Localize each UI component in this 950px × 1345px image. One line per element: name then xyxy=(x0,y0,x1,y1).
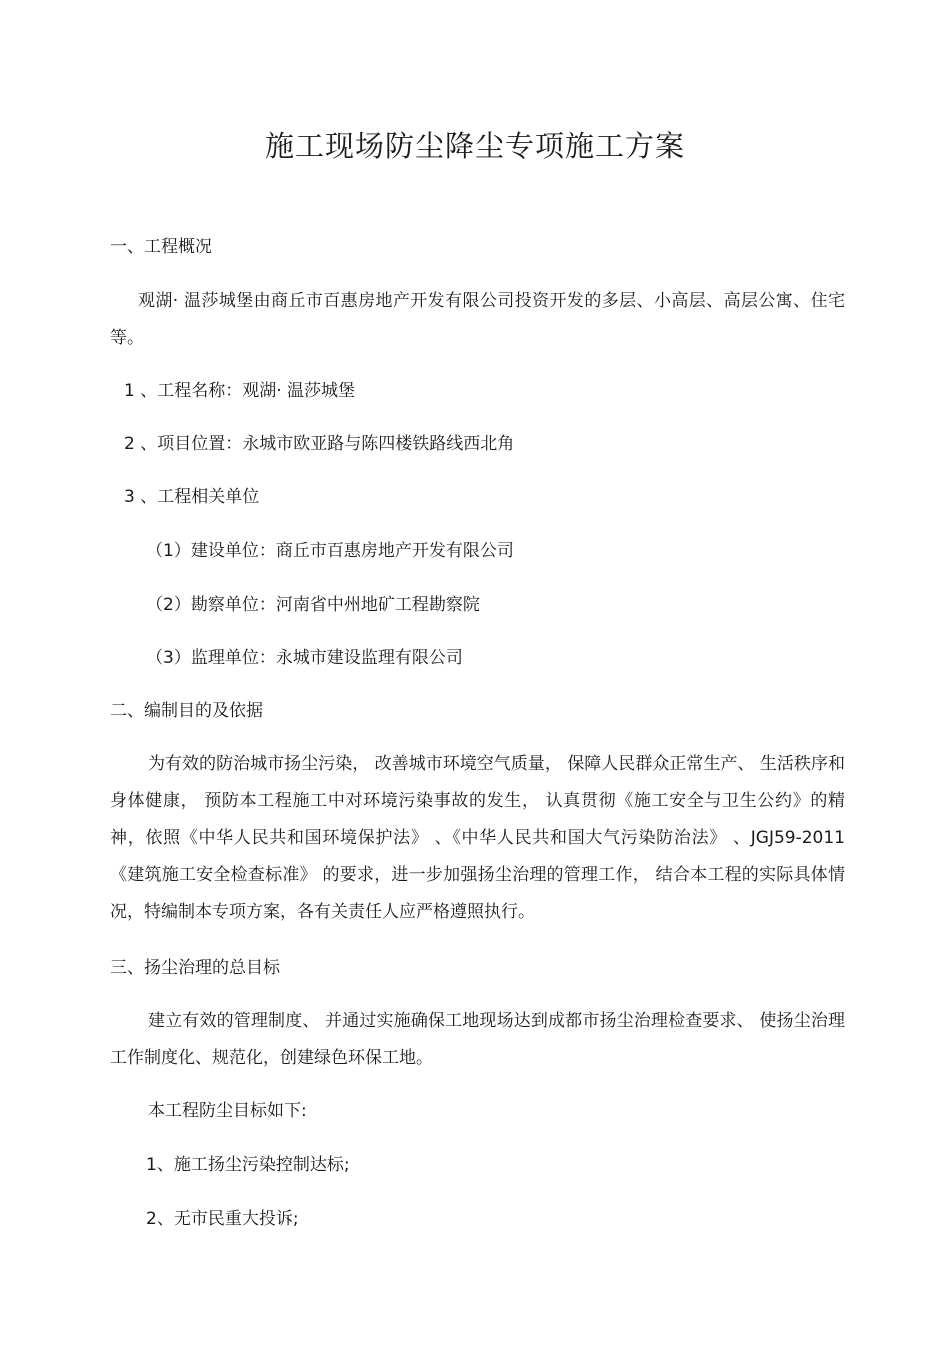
goals-intro: 本工程防尘目标如下: xyxy=(148,1101,307,1121)
project-intro-paragraph: 观湖· 温莎城堡由商丘市百惠房地产开发有限公司投资开发的多层、小高层、高层公寓、住宅等。 xyxy=(110,291,845,348)
purpose-paragraph: 为有效的防治城市扬尘污染， 改善城市环境空气质量， 保障人民群众正常生产、 生活秩序和身体健康， 预防本工程施工中对环境污染事故的发生， 认真贯彻《施工安全与卫生公约》的精神，依照《中华人民共和国环境保护法》 、《中华人民共和国大气污染防治法》 、JGJ59-2011《建筑施工安全检查标准》 的要求，进一步加强扬尘治理的管理工作， 结合本工程的实际具体情况，特编制本专项方案，各有关责任人应严格遵照执行。 xyxy=(110,754,845,922)
related-units-item: 3 、工程相关单位 xyxy=(124,487,260,507)
section-heading-purpose: 二、编制目的及依据 xyxy=(110,701,263,721)
goal-item-2: 2、无市民重大投诉; xyxy=(146,1209,299,1229)
goals-paragraph: 建立有效的管理制度、 并通过实施确保工地现场达到成都市扬尘治理检查要求、 使扬尘治理工作制度化、规范化，创建绿色环保工地。 xyxy=(110,1011,845,1068)
survey-unit-item: （2）勘察单位：河南省中州地矿工程勘察院 xyxy=(146,595,480,615)
project-name-item: 1 、工程名称：观湖· 温莎城堡 xyxy=(124,381,356,401)
section-heading-goals: 三、扬尘治理的总目标 xyxy=(110,958,280,978)
construction-unit-item: （1）建设单位：商丘市百惠房地产开发有限公司 xyxy=(146,541,514,561)
document-title: 施工现场防尘降尘专项施工方案 xyxy=(264,129,685,163)
section-heading-overview: 一、工程概况 xyxy=(110,237,212,257)
supervision-unit-item: （3）监理单位：永城市建设监理有限公司 xyxy=(146,648,463,668)
goal-item-1: 1、施工扬尘污染控制达标; xyxy=(146,1155,350,1175)
project-location-item: 2 、项目位置：永城市欧亚路与陈四楼铁路线西北角 xyxy=(124,434,515,454)
